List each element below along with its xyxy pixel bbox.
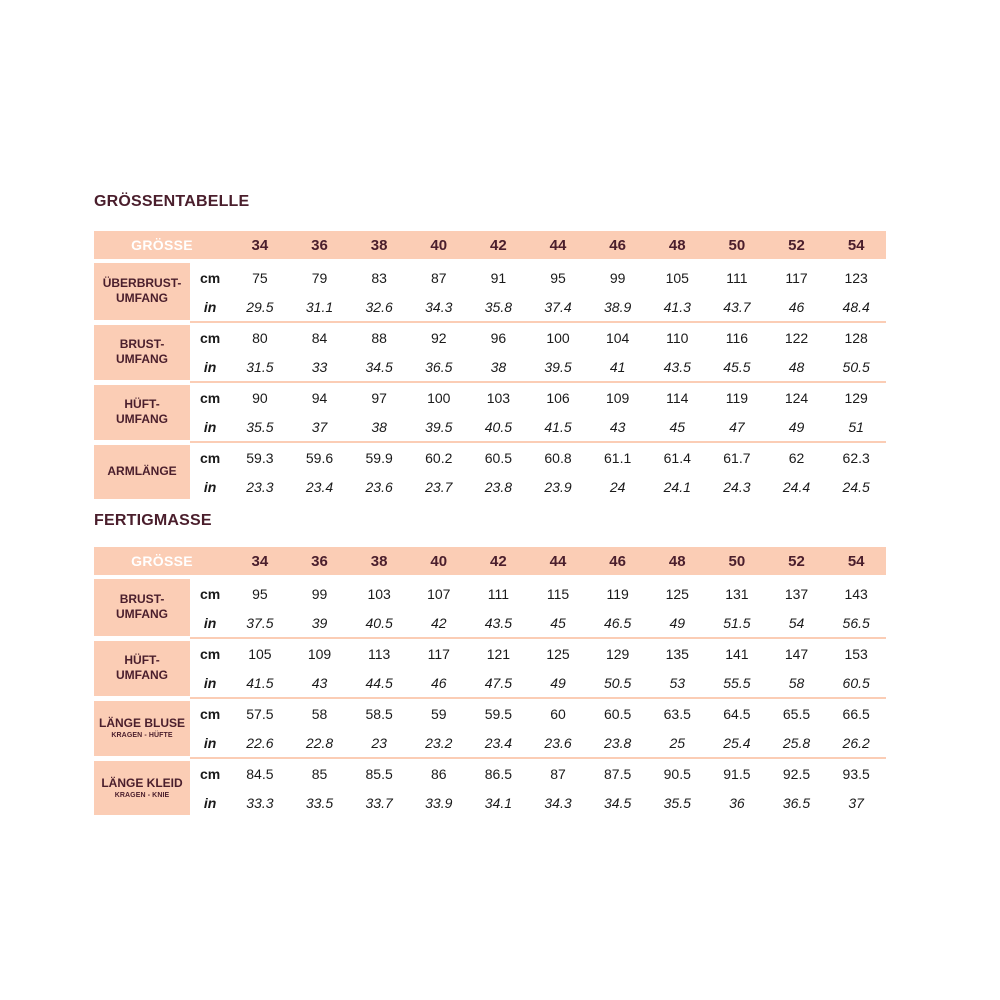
cm-value-cell: 137	[784, 585, 809, 602]
cm-value-cell: 114	[666, 389, 689, 406]
size-header-cell: 46	[588, 547, 648, 575]
cm-value-cell: 97	[371, 389, 387, 406]
cm-value-cell: 58.5	[365, 705, 393, 722]
cm-value-cell: 124	[784, 389, 809, 406]
measurement-group	[94, 263, 886, 322]
size-header-cell: 54	[826, 547, 886, 575]
cm-value-cell: 59.9	[365, 449, 393, 466]
size-table	[94, 231, 886, 504]
size-header-cell: 50	[707, 547, 767, 575]
in-value-cell: 49	[528, 668, 588, 698]
in-row	[94, 668, 886, 698]
in-value-cell: 44.5	[349, 668, 409, 698]
cm-value-cell: 59.3	[246, 449, 274, 466]
cm-value-cell: 119	[725, 389, 749, 406]
unit-in: in	[203, 478, 217, 495]
in-value-cell: 43.7	[707, 292, 767, 322]
cm-value-cell: 62	[788, 449, 805, 466]
size-header-cell: 44	[528, 547, 588, 575]
in-value-cell: 58	[767, 668, 827, 698]
measurement-group	[94, 758, 886, 817]
in-value-cell: 46	[767, 292, 827, 322]
in-value-cell: 23.6	[528, 728, 588, 758]
in-value-cell: 48.4	[826, 292, 886, 322]
size-header-cell: 36	[290, 547, 350, 575]
measurement-label	[94, 698, 190, 758]
in-value-cell: 50.5	[588, 668, 648, 698]
cm-value-cell: 116	[725, 329, 749, 346]
cm-value-cell: 99	[311, 585, 328, 602]
in-value-cell: 34.1	[484, 794, 512, 811]
unit-in: in	[190, 608, 230, 638]
in-value-cell: 36.5	[409, 352, 469, 382]
cm-value-cell: 85.5	[365, 765, 393, 782]
cm-value-cell: 135	[665, 645, 689, 662]
cm-value-cell: 99	[609, 269, 626, 286]
in-value-cell: 31.5	[230, 352, 290, 382]
in-value-cell: 26.2	[826, 728, 886, 758]
cm-value-cell: 147	[784, 645, 809, 662]
section-title: FERTIGMASSE	[94, 512, 212, 529]
in-value-cell: 23.4	[305, 478, 334, 495]
in-value-cell: 23.8	[484, 478, 512, 495]
cm-value-cell: 92	[430, 329, 447, 346]
cm-value-cell: 123	[844, 269, 868, 286]
measurement-label	[94, 322, 190, 382]
cm-value-cell: 60.8	[544, 449, 572, 466]
in-value-cell: 25.4	[707, 728, 767, 758]
size-header-cell: 44	[528, 231, 588, 259]
in-value-cell: 35.5	[230, 412, 290, 442]
in-value-cell: 24.4	[782, 478, 811, 495]
in-value-cell: 40.5	[469, 412, 529, 442]
in-value-cell: 33.5	[305, 794, 334, 811]
cm-value-cell: 95	[550, 269, 566, 286]
cm-value-cell: 107	[427, 585, 451, 602]
cm-value-cell: 75	[252, 269, 268, 286]
size-header-cell: 42	[469, 231, 529, 259]
in-row	[94, 728, 886, 758]
in-value-cell: 23.6	[365, 478, 393, 495]
in-value-cell: 39.5	[528, 352, 588, 382]
measurement-group	[94, 322, 886, 382]
unit-cm: cm	[199, 269, 221, 286]
cm-value-cell: 129	[844, 389, 868, 406]
cm-value-cell: 129	[605, 645, 630, 662]
cm-value-cell: 153	[844, 645, 868, 662]
in-value-cell: 34.5	[349, 352, 409, 382]
unit-cm: cm	[199, 389, 221, 406]
in-value-cell: 60.5	[826, 668, 886, 698]
size-header-cell: 34	[230, 231, 290, 259]
cm-value-cell: 109	[307, 645, 332, 662]
measurement-name: LÄNGE KLEID	[101, 775, 183, 790]
cm-row	[94, 698, 886, 728]
section-title: GRÖSSENTABELLE	[94, 193, 250, 210]
in-value-cell: 38	[469, 352, 529, 382]
in-value-cell: 37	[848, 794, 864, 811]
in-value-cell: 42	[409, 608, 469, 638]
cm-value-cell: 94	[311, 389, 328, 406]
in-value-cell: 49	[767, 412, 827, 442]
in-value-cell: 41	[588, 352, 648, 382]
measurement-group	[94, 442, 886, 501]
in-value-cell: 33.3	[246, 794, 274, 811]
cm-value-cell: 105	[248, 645, 272, 662]
cm-value-cell: 100	[546, 329, 570, 346]
cm-value-cell: 58	[311, 705, 328, 722]
cm-value-cell: 125	[665, 585, 689, 602]
in-value-cell: 50.5	[826, 352, 886, 382]
in-value-cell: 43.5	[647, 352, 707, 382]
size-header-cell: 40	[409, 547, 469, 575]
measurement-name: HÜFT- UMFANG	[116, 397, 169, 426]
in-value-cell: 23.9	[544, 478, 572, 495]
in-row	[94, 472, 886, 501]
in-value-cell: 24.1	[663, 478, 691, 495]
cm-value-cell: 85	[311, 765, 328, 782]
cm-value-cell: 122	[784, 329, 809, 346]
measurement-name: ÜBERBRUST- UMFANG	[102, 276, 182, 306]
cm-value-cell: 63.5	[663, 705, 691, 722]
cm-value-cell: 57.5	[246, 705, 274, 722]
measurement-label	[94, 579, 190, 638]
cm-value-cell: 61.1	[604, 449, 632, 466]
in-value-cell: 31.1	[290, 292, 350, 322]
cm-value-cell: 95	[252, 585, 268, 602]
cm-row	[94, 322, 886, 352]
cm-value-cell: 117	[785, 269, 808, 286]
size-header-cell: 36	[290, 231, 350, 259]
in-value-cell: 34.5	[604, 794, 632, 811]
cm-value-cell: 87.5	[604, 765, 632, 782]
in-value-cell: 24.5	[842, 478, 870, 495]
in-value-cell: 24	[609, 478, 626, 495]
in-value-cell: 23.4	[469, 728, 529, 758]
unit-cm: cm	[199, 765, 221, 782]
measurement-group	[94, 382, 886, 442]
in-value-cell: 34.3	[544, 794, 572, 811]
unit-in: in	[190, 352, 230, 382]
unit-in: in	[190, 728, 230, 758]
cm-value-cell: 90.5	[663, 765, 691, 782]
in-value-cell: 53	[647, 668, 707, 698]
cm-value-cell: 65.5	[782, 705, 811, 722]
in-value-cell: 33.9	[425, 794, 453, 811]
measurement-label	[94, 638, 190, 698]
cm-value-cell: 119	[606, 585, 629, 602]
in-value-cell: 23.8	[588, 728, 648, 758]
in-value-cell: 24.3	[723, 478, 751, 495]
unit-in: in	[190, 412, 230, 442]
in-row	[94, 352, 886, 382]
cm-value-cell: 117	[427, 645, 450, 662]
cm-value-cell: 141	[725, 645, 749, 662]
measurement-label	[94, 263, 190, 322]
cm-value-cell: 106	[546, 389, 570, 406]
measurement-name: HÜFT- UMFANG	[116, 653, 169, 682]
in-value-cell: 47	[707, 412, 767, 442]
cm-value-cell: 131	[725, 585, 749, 602]
cm-value-cell: 96	[490, 329, 507, 346]
in-value-cell: 22.6	[230, 728, 290, 758]
in-value-cell: 23.2	[409, 728, 469, 758]
cm-value-cell: 83	[371, 269, 387, 286]
header-row	[94, 231, 886, 259]
cm-value-cell: 104	[605, 329, 630, 346]
cm-value-cell: 61.7	[723, 449, 751, 466]
cm-value-cell: 111	[487, 585, 510, 602]
measurement-label	[94, 382, 190, 442]
cm-value-cell: 113	[367, 645, 391, 662]
in-value-cell: 38	[349, 412, 409, 442]
in-value-cell: 37	[290, 412, 350, 442]
measurement-group	[94, 579, 886, 638]
in-row	[94, 608, 886, 638]
size-header-cell: 34	[230, 547, 290, 575]
in-value-cell: 41.5	[528, 412, 588, 442]
in-value-cell: 39.5	[409, 412, 469, 442]
in-value-cell: 25	[647, 728, 707, 758]
cm-value-cell: 62.3	[842, 449, 870, 466]
cm-value-cell: 91	[490, 269, 507, 286]
cm-value-cell: 110	[666, 329, 689, 346]
in-value-cell: 43	[588, 412, 648, 442]
in-value-cell: 43.5	[469, 608, 529, 638]
unit-in: in	[190, 292, 230, 322]
in-value-cell: 36.5	[782, 794, 811, 811]
in-value-cell: 56.5	[826, 608, 886, 638]
in-value-cell: 23.7	[425, 478, 453, 495]
cm-row	[94, 263, 886, 292]
size-header-cell: 46	[588, 231, 648, 259]
in-value-cell: 45.5	[707, 352, 767, 382]
cm-value-cell: 121	[486, 645, 511, 662]
cm-value-cell: 59.5	[484, 705, 512, 722]
cm-value-cell: 115	[546, 585, 570, 602]
size-header-cell: 52	[767, 547, 827, 575]
size-header-cell: 52	[767, 231, 827, 259]
cm-value-cell: 60.5	[604, 705, 632, 722]
in-value-cell: 41.3	[647, 292, 707, 322]
unit-cm: cm	[199, 449, 221, 466]
cm-value-cell: 92.5	[782, 765, 811, 782]
cm-value-cell: 111	[726, 269, 748, 286]
in-value-cell: 48	[767, 352, 827, 382]
cm-value-cell: 60	[550, 705, 566, 722]
in-value-cell: 37.5	[230, 608, 290, 638]
cm-row	[94, 758, 886, 788]
cm-value-cell: 128	[844, 329, 868, 346]
cm-value-cell: 59.6	[305, 449, 334, 466]
in-value-cell: 23.3	[246, 478, 274, 495]
in-value-cell: 46	[409, 668, 469, 698]
in-value-cell: 45	[528, 608, 588, 638]
in-value-cell: 22.8	[290, 728, 350, 758]
cm-value-cell: 87	[550, 765, 566, 782]
cm-row	[94, 638, 886, 668]
cm-value-cell: 93.5	[842, 765, 870, 782]
cm-value-cell: 84	[311, 329, 328, 346]
cm-value-cell: 84.5	[246, 765, 274, 782]
measurement-sublabel: KRAGEN - KNIE	[114, 791, 170, 799]
cm-row	[94, 382, 886, 412]
size-header-label: GRÖSSE	[94, 231, 230, 259]
measurement-name: BRUST- UMFANG	[116, 592, 169, 622]
cm-value-cell: 64.5	[723, 705, 751, 722]
size-header-cell: 38	[349, 231, 409, 259]
cm-value-cell: 109	[605, 389, 630, 406]
cm-value-cell: 91.5	[723, 765, 751, 782]
measurement-group	[94, 698, 886, 758]
cm-value-cell: 125	[546, 645, 570, 662]
in-value-cell: 45	[647, 412, 707, 442]
cm-value-cell: 103	[367, 585, 391, 602]
cm-value-cell: 80	[252, 329, 268, 346]
in-value-cell: 33.7	[365, 794, 393, 811]
cm-value-cell: 59	[430, 705, 447, 722]
size-header-cell: 48	[647, 231, 707, 259]
in-row	[94, 292, 886, 322]
cm-value-cell: 86	[430, 765, 447, 782]
measurement-label	[94, 758, 190, 817]
in-value-cell: 51	[826, 412, 886, 442]
in-value-cell: 33	[290, 352, 350, 382]
cm-value-cell: 90	[252, 389, 268, 406]
size-header-cell: 42	[469, 547, 529, 575]
measurement-group	[94, 638, 886, 698]
cm-value-cell: 103	[486, 389, 511, 406]
in-value-cell: 35.8	[469, 292, 529, 322]
in-value-cell: 25.8	[767, 728, 827, 758]
cm-row	[94, 579, 886, 608]
in-value-cell: 39	[290, 608, 350, 638]
size-header-label: GRÖSSE	[94, 547, 230, 575]
in-value-cell: 49	[647, 608, 707, 638]
measurement-sublabel: KRAGEN - HÜFTE	[111, 732, 173, 739]
in-value-cell: 35.5	[663, 794, 691, 811]
cm-value-cell: 79	[311, 269, 328, 286]
cm-value-cell: 66.5	[842, 705, 870, 722]
in-value-cell: 51.5	[707, 608, 767, 638]
cm-value-cell: 60.2	[425, 449, 453, 466]
in-value-cell: 37.4	[528, 292, 588, 322]
unit-cm: cm	[199, 645, 221, 662]
size-table	[94, 547, 886, 820]
measurement-name: LÄNGE BLUSE	[99, 716, 186, 730]
in-value-cell: 46.5	[588, 608, 648, 638]
measurement-label	[94, 442, 190, 501]
cm-value-cell: 86.5	[484, 765, 512, 782]
measurement-name: BRUST- UMFANG	[116, 337, 169, 366]
unit-cm: cm	[199, 705, 221, 722]
size-header-cell: 38	[349, 547, 409, 575]
in-row	[94, 788, 886, 817]
in-value-cell: 40.5	[349, 608, 409, 638]
cm-value-cell: 105	[665, 269, 689, 286]
size-header-cell: 40	[409, 231, 469, 259]
in-value-cell: 43	[290, 668, 350, 698]
in-value-cell: 32.6	[349, 292, 409, 322]
in-value-cell: 34.3	[409, 292, 469, 322]
unit-in: in	[190, 668, 230, 698]
in-value-cell: 38.9	[588, 292, 648, 322]
cm-value-cell: 60.5	[484, 449, 512, 466]
header-row	[94, 547, 886, 575]
cm-value-cell: 87	[430, 269, 447, 286]
size-header-cell: 48	[647, 547, 707, 575]
in-value-cell: 29.5	[230, 292, 290, 322]
cm-value-cell: 88	[371, 329, 387, 346]
unit-cm: cm	[199, 329, 221, 346]
size-header-cell: 50	[707, 231, 767, 259]
cm-value-cell: 61.4	[663, 449, 691, 466]
cm-row	[94, 442, 886, 472]
cm-value-cell: 143	[844, 585, 868, 602]
unit-cm: cm	[199, 585, 221, 602]
in-value-cell: 36	[729, 794, 745, 811]
in-row	[94, 412, 886, 442]
measurement-name: ARMLÄNGE	[107, 464, 177, 478]
size-header-cell: 54	[826, 231, 886, 259]
in-value-cell: 47.5	[469, 668, 529, 698]
in-value-cell: 55.5	[707, 668, 767, 698]
cm-value-cell: 100	[427, 389, 451, 406]
in-value-cell: 41.5	[230, 668, 290, 698]
unit-in: in	[203, 794, 217, 811]
in-value-cell: 23	[349, 728, 409, 758]
in-value-cell: 54	[767, 608, 827, 638]
